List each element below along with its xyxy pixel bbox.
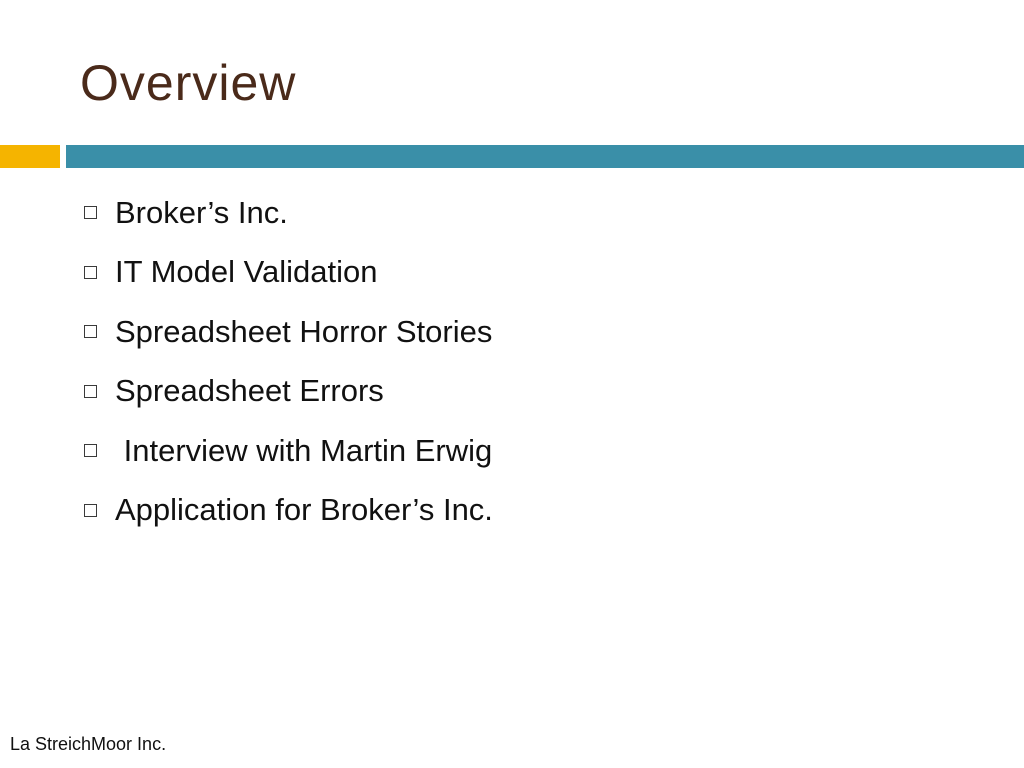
bullet-item xyxy=(80,421,493,481)
bullet-item xyxy=(80,481,493,541)
accent-bar-gold xyxy=(0,145,60,168)
bullet-item xyxy=(80,362,493,422)
bullet-text: Broker’s Inc. xyxy=(115,194,288,230)
bullet-text: IT Model Validation xyxy=(115,254,378,290)
hollow-square-icon xyxy=(84,385,97,398)
footer-company: La StreichMoor Inc. xyxy=(10,734,167,754)
hollow-square-icon xyxy=(84,444,97,457)
bullet-item xyxy=(80,302,493,362)
bullet-text: Spreadsheet Horror Stories xyxy=(115,313,493,349)
bullet-item xyxy=(80,243,493,303)
bullet-text: Spreadsheet Errors xyxy=(115,373,384,409)
accent-bar-teal xyxy=(66,145,1024,168)
bullet-text: Application for Broker’s Inc. xyxy=(115,492,493,528)
slide-title: Overview xyxy=(80,55,297,111)
hollow-square-icon xyxy=(84,325,97,338)
bullet-list xyxy=(80,183,493,540)
bullet-item xyxy=(80,183,493,243)
hollow-square-icon xyxy=(84,206,97,219)
bullet-text: Interview with Martin Erwig xyxy=(115,432,493,468)
hollow-square-icon xyxy=(84,504,97,517)
hollow-square-icon xyxy=(84,266,97,279)
